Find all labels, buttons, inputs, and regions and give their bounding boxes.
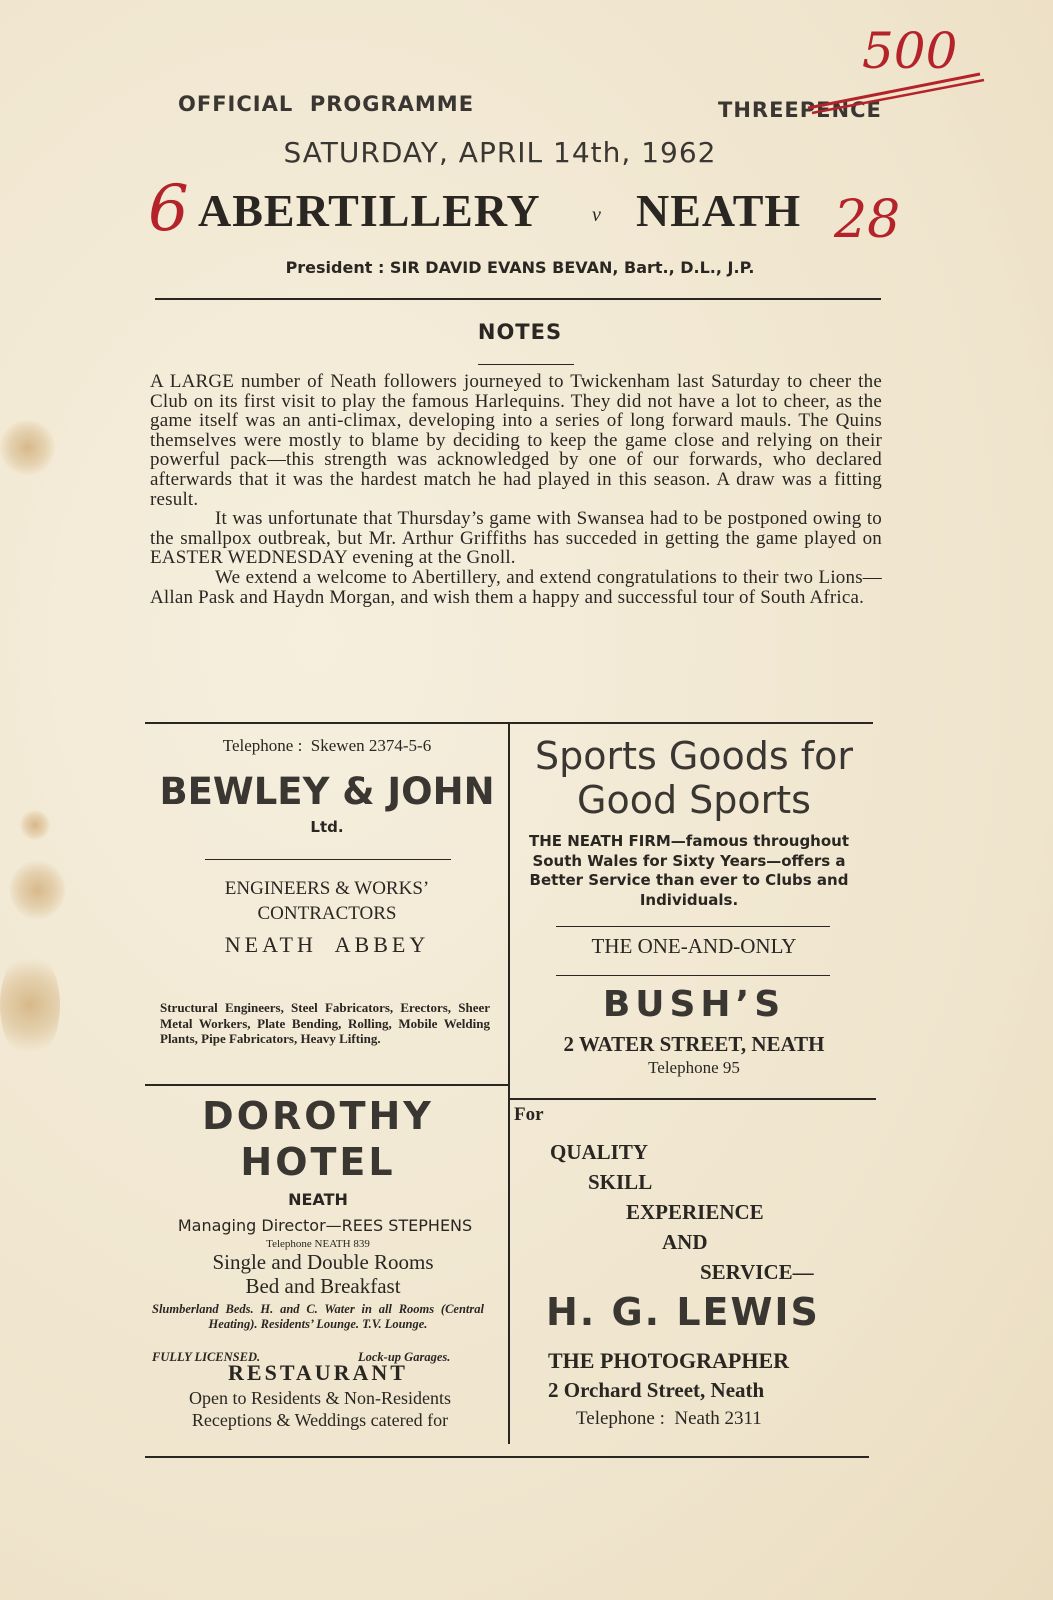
- dorothy-bnb: Bed and Breakfast: [245, 1274, 401, 1298]
- header-divider: [155, 298, 881, 300]
- bushs-ad: [512, 728, 876, 1098]
- bushs-divider-2: [556, 975, 830, 976]
- bewley-name: BEWLEY & JOHN: [159, 770, 495, 813]
- president-line: President : SIR DAVID EVANS BEVAN, Bart., D.L., J.P.: [285, 258, 755, 277]
- dorothy-name-2: HOTEL: [240, 1140, 396, 1184]
- lewis-trade: THE PHOTOGRAPHER: [548, 1348, 790, 1373]
- price-strike-lines: [800, 66, 990, 116]
- notes-paragraph: It was unfortunate that Thursday’s game with Swansea had to be postponed owing to the smallpox outbreak, but Mr. Arthur Griffiths has succeded in getting the game played on EASTER WEDNESDAY evening at the Gnoll.: [150, 508, 882, 569]
- bushs-divider-1: [556, 926, 830, 927]
- dorothy-garages: Lock-up Garages.: [358, 1350, 451, 1364]
- dorothy-town: NEATH: [288, 1190, 348, 1209]
- bewley-john-ad: [150, 728, 504, 1078]
- versus-label: v: [592, 204, 601, 226]
- hg-lewis-ad: [512, 1102, 876, 1452]
- stain-mark: [20, 810, 50, 840]
- lewis-name: H. G. LEWIS: [546, 1290, 820, 1334]
- official-programme-label: OFFICIAL PROGRAMME: [178, 92, 475, 116]
- dorothy-open: Open to Residents & Non-Residents: [189, 1388, 451, 1408]
- dorothy-director: Managing Director—REES STEPHENS: [177, 1216, 473, 1235]
- notes-paragraph: We extend a welcome to Abertillery, and extend congratulations to their two Lions—Allan Pask and Haydn Morgan, and wish them a happy and successful tour of South Africa.: [150, 566, 882, 608]
- bewley-line1: ENGINEERS & WORKS’: [224, 878, 430, 899]
- match-date: SATURDAY, APRIL 14th, 1962: [283, 136, 717, 169]
- bewley-line2: CONTRACTORS: [257, 903, 397, 924]
- lewis-and: AND: [662, 1230, 708, 1254]
- dorothy-name-1: DOROTHY: [202, 1094, 434, 1138]
- ads-right-mid-rule: [510, 1098, 876, 1100]
- bushs-body: THE NEATH FIRM—famous throughout South Wales for Sixty Years—offers a Better Service than ever to Clubs and Individuals.: [528, 832, 850, 909]
- home-team-name: ABERTILLERY: [198, 185, 541, 236]
- bewley-location: NEATH ABBEY: [224, 932, 430, 957]
- price-label: THREEPENCE: [718, 98, 882, 122]
- dorothy-hotel-ad: [148, 1090, 506, 1452]
- lewis-experience: EXPERIENCE: [626, 1200, 764, 1224]
- ads-left-mid-rule: [145, 1084, 508, 1086]
- dorothy-amenities: Slumberland Beds. H. and C. Water in all Rooms (Central Heating). Residents’ Lounge. T.V. Lounge.: [152, 1302, 484, 1331]
- price-correction-mark: 500: [862, 22, 958, 80]
- notes-body: [150, 372, 882, 607]
- bewley-services: Structural Engineers, Steel Fabricators, Erectors, Sheer Metal Workers, Plate Bending, Rolling, Mobile Welding Plants, Pipe Fabricators, Heavy Lifting.: [160, 1000, 490, 1046]
- dorothy-receptions: Receptions & Weddings catered for: [191, 1410, 449, 1430]
- bushs-headline-1: Sports Goods for: [534, 734, 854, 778]
- lewis-skill: SKILL: [588, 1170, 653, 1194]
- lewis-telephone: Telephone : Neath 2311: [576, 1408, 762, 1429]
- stain-mark: [0, 420, 55, 475]
- bushs-telephone: Telephone 95: [648, 1058, 740, 1077]
- lewis-service: SERVICE—: [700, 1260, 814, 1284]
- dorothy-rooms: Single and Double Rooms: [212, 1250, 434, 1274]
- ads-center-rule: [508, 724, 510, 1444]
- bewley-ltd: Ltd.: [310, 818, 344, 836]
- bewley-telephone: Telephone : Skewen 2374-5-6: [222, 736, 432, 755]
- dorothy-licensed: FULLY LICENSED.: [152, 1350, 261, 1364]
- dorothy-restaurant: RESTAURANT: [228, 1360, 408, 1385]
- home-score-mark: 6: [148, 172, 189, 246]
- bushs-address: 2 WATER STREET, NEATH: [563, 1032, 825, 1056]
- away-team-name: NEATH: [636, 185, 802, 236]
- bushs-tagline: THE ONE-AND-ONLY: [591, 934, 797, 958]
- away-score-mark: 28: [834, 190, 901, 250]
- notes-paragraph: A LARGE number of Neath followers journeyed to Twickenham last Saturday to cheer the Club on its first visit to play the famous Harlequins. They did not have a lot to cheer, as the game itself was an anti-climax, developing into a series of long forward mauls. The Quins themselves were mostly to blame by deciding to keep the game close and relying on their powerful pack—this strength was acknowledged by one of our forwards, who declared afterwards that it was the hardest match he had played in this season. A draw was a fitting result.: [150, 371, 882, 510]
- notes-title: NOTES: [477, 320, 563, 344]
- bushs-name: BUSH’S: [602, 984, 786, 1025]
- dorothy-telephone: Telephone NEATH 839: [266, 1238, 370, 1250]
- stain-mark: [0, 950, 60, 1060]
- lewis-quality: QUALITY: [550, 1140, 649, 1164]
- bewley-divider: [205, 859, 451, 860]
- ads-bottom-rule: [145, 1456, 869, 1458]
- stain-mark: [10, 860, 65, 920]
- notes-title-underline: [478, 364, 574, 365]
- lewis-address: 2 Orchard Street, Neath: [548, 1378, 765, 1402]
- bushs-headline-2: Good Sports: [577, 778, 811, 822]
- lewis-for: For: [514, 1104, 544, 1125]
